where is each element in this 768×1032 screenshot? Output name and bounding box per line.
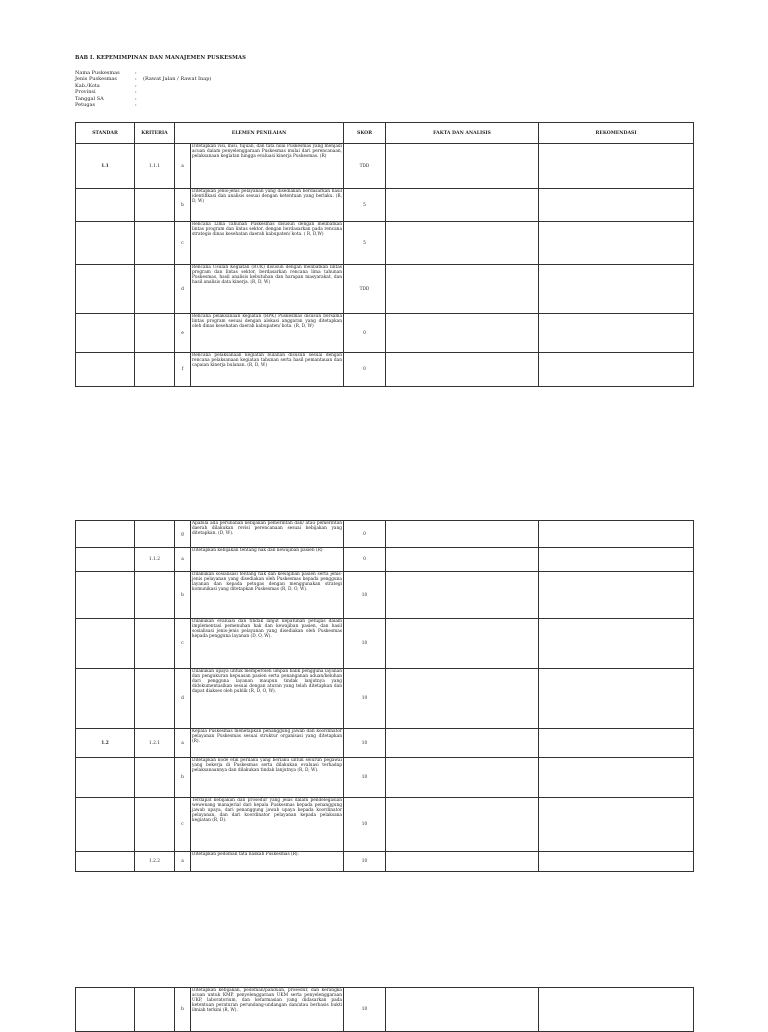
cell-skor: 10 [344, 852, 386, 872]
field-tanggal-sa: Tanggal SA : [75, 95, 137, 102]
cell-kriteria: 1.1.1 [135, 144, 175, 189]
cell-standar [76, 314, 135, 353]
cell-rekomendasi[interactable] [539, 852, 694, 872]
cell-elemen: Dilakukan sosialisasi tentang hak dan kewajiban pasien serta jenis-jenis pelayanan yang disediakan oleh Puskesmas kepada pengguna layanan dan kepada petugas dengan menggunakan strategi komunikasi yang ditetapkan Puskesmas (R, D, O, W). [191, 572, 344, 619]
cell-sub: b [175, 988, 191, 1032]
cell-kriteria: 1.2.1 [135, 729, 175, 758]
cell-standar [76, 619, 135, 669]
cell-standar [76, 265, 135, 314]
table-row [76, 144, 694, 189]
document-title: BAB I. KEPEMIMPINAN DAN MANAJEMEN PUSKESMAS [75, 55, 246, 61]
cell-rekomendasi[interactable] [539, 189, 694, 222]
header-elemen-penilaian: ELEMEN PENILAIAN [175, 123, 344, 144]
assessment-table-page-3 [75, 987, 694, 1032]
header-rekomendasi: REKOMENDASI [539, 123, 694, 144]
cell-fakta[interactable] [386, 729, 539, 758]
cell-elemen: Rencana pelaksanaan kegiatan (RPK) Puskesmas disusun bersama lintas program sesuai dengan alokasi anggaran yang ditetapkan oleh dinas kesehatan daerah kabupaten/ kota. (R, D, W) [191, 314, 344, 353]
cell-elemen: Ditetapkan kebijakan, pedoman/panduan, prosedur, dan kerangka acuan untuk KMP, penyelenggaraan UKM serta penyelenggaraan UKP, laboratorium, dan kefarmasian yang didasarkan pada ketentuan peraturan perundang-undangan dan/atau berbasis bukti ilmiah terkini (R, W). [191, 988, 344, 1032]
table-row [76, 852, 694, 872]
cell-kriteria: 1.2.2 [135, 852, 175, 872]
cell-skor: 10 [344, 619, 386, 669]
cell-skor: TDD [344, 144, 386, 189]
cell-rekomendasi[interactable] [539, 265, 694, 314]
cell-fakta[interactable] [386, 144, 539, 189]
cell-sub: a [175, 729, 191, 758]
cell-kriteria [135, 758, 175, 798]
cell-rekomendasi[interactable] [539, 548, 694, 572]
cell-kriteria: 1.1.2 [135, 548, 175, 572]
cell-fakta[interactable] [386, 572, 539, 619]
cell-elemen: Dilakukan upaya untuk memperoleh umpan balik pengguna layanan dan pengukuran kepuasan pasien serta penanganan aduan/keluhan dari pengguna layanan maupun tindak lanjutnya yang didokumentasikan sesuai dengan aturan yang telah ditetapkan dan dapat diakses oleh publik (R, D, O, W). [191, 669, 344, 729]
cell-sub: a [175, 548, 191, 572]
cell-sub: b [175, 189, 191, 222]
cell-standar [76, 988, 135, 1032]
field-jenis-puskesmas: Jenis Puskesmas : (Rawat Jalan / Rawat Inap) [75, 76, 212, 83]
table-row [76, 988, 694, 1032]
cell-fakta[interactable] [386, 222, 539, 265]
cell-sub: d [175, 669, 191, 729]
cell-elemen: Ditetapkan kode etik perilaku yang berlaku untuk seluruh pegawai yang bekerja di Puskesmas serta dilakukan evaluasi terhadap pelaksanaannya dan dilakukan tindak lanjutnya (R, D, W). [191, 758, 344, 798]
cell-kriteria [135, 353, 175, 387]
table-row [76, 222, 694, 265]
cell-kriteria [135, 619, 175, 669]
cell-standar [76, 521, 135, 548]
cell-rekomendasi[interactable] [539, 572, 694, 619]
cell-skor: 10 [344, 729, 386, 758]
cell-sub: c [175, 798, 191, 852]
cell-kriteria [135, 988, 175, 1032]
cell-rekomendasi[interactable] [539, 798, 694, 852]
cell-skor: 10 [344, 572, 386, 619]
cell-skor: 5 [344, 189, 386, 222]
cell-standar [76, 548, 135, 572]
cell-sub: b [175, 758, 191, 798]
cell-fakta[interactable] [386, 314, 539, 353]
cell-skor: 0 [344, 353, 386, 387]
cell-rekomendasi[interactable] [539, 144, 694, 189]
cell-standar [76, 222, 135, 265]
cell-fakta[interactable] [386, 852, 539, 872]
field-petugas: Petugas : [75, 102, 137, 109]
cell-sub: f [175, 353, 191, 387]
cell-sub: a [175, 852, 191, 872]
cell-elemen: Kepala Puskesmas menetapkan penanggung jawab dan koordinator pelayanan Puskesmas sesuai struktur organisasi yang ditetapkan (R). [191, 729, 344, 758]
cell-skor: 10 [344, 798, 386, 852]
assessment-table-page-2 [75, 520, 694, 872]
cell-elemen: Ditetapkan visi, misi, tujuan, dan tata nilai Puskesmas yang menjadi acuan dalam penyelenggaraan Puskesmas mulai dari perencanaan, pelaksanaan kegiatan hingga evaluasi kinerja Puskesmas. (R) [191, 144, 344, 189]
table-row [76, 353, 694, 387]
table-row [76, 619, 694, 669]
cell-skor: 10 [344, 758, 386, 798]
cell-fakta[interactable] [386, 353, 539, 387]
field-nama-puskesmas: Nama Puskesmas : [75, 70, 137, 76]
cell-elemen: Dilakukan evaluasi dan tindak lanjut kepatuhan petugas dalam implementasi pemenuhan hak dan kewajiban pasien, dan hasil sosialisasi jenis-jenis pelayanan yang disediakan oleh Puskesmas kepada pengguna layanan (D, O, W). [191, 619, 344, 669]
cell-elemen: Apabila ada perubahan kebijakan pemerintah dan/ atau pemerintah daerah dilakukan revisi perencanaan sesuai kebijakan yang ditetapkan. (D, W). [191, 521, 344, 548]
cell-sub: c [175, 222, 191, 265]
cell-skor: 0 [344, 521, 386, 548]
table-row [76, 265, 694, 314]
cell-rekomendasi[interactable] [539, 521, 694, 548]
table-row [76, 521, 694, 548]
cell-standar [76, 353, 135, 387]
cell-kriteria [135, 265, 175, 314]
table-row [76, 758, 694, 798]
cell-standar: 1.2 [76, 729, 135, 758]
cell-skor: 10 [344, 669, 386, 729]
cell-rekomendasi[interactable] [539, 758, 694, 798]
field-provinsi: Provinsi : [75, 89, 137, 96]
cell-fakta[interactable] [386, 758, 539, 798]
table-header-row [76, 123, 694, 144]
cell-skor: 10 [344, 988, 386, 1032]
table-row [76, 669, 694, 729]
cell-rekomendasi[interactable] [539, 353, 694, 387]
cell-fakta[interactable] [386, 619, 539, 669]
cell-sub: a [175, 144, 191, 189]
cell-skor: 0 [344, 314, 386, 353]
header-kriteria: KRITERIA [135, 123, 175, 144]
cell-fakta[interactable] [386, 988, 539, 1032]
cell-rekomendasi[interactable] [539, 988, 694, 1032]
cell-elemen: Terdapat kebijakan dan prosedur yang jelas dalam pendelegasian wewenang manajerial dari kepala Puskesmas kepada penanggung jawab upaya, dari penanggung jawab upaya kepada koordinator pelayanan, dan dari koordinator pelayanan kepada pelaksana kegiatan (R, D). [191, 798, 344, 852]
identity-fields [75, 70, 211, 108]
cell-kriteria [135, 669, 175, 729]
cell-standar [76, 189, 135, 222]
table-row [76, 729, 694, 758]
cell-kriteria [135, 222, 175, 265]
cell-kriteria [135, 314, 175, 353]
cell-elemen: Ditetapkan jenis-jenis pelayanan yang disediakan berdasarkan hasil identifikasi dan analisis sesuai dengan ketentuan yang berlaku. (R, D, W) [191, 189, 344, 222]
header-standar: STANDAR [76, 123, 135, 144]
cell-standar [76, 798, 135, 852]
cell-rekomendasi[interactable] [539, 669, 694, 729]
cell-standar [76, 758, 135, 798]
table-row [76, 572, 694, 619]
cell-rekomendasi[interactable] [539, 619, 694, 669]
header-skor: SKOR [344, 123, 386, 144]
cell-kriteria [135, 798, 175, 852]
cell-kriteria [135, 521, 175, 548]
header-fakta-analisis: FAKTA DAN ANALISIS [386, 123, 539, 144]
cell-fakta[interactable] [386, 189, 539, 222]
cell-sub: e [175, 314, 191, 353]
cell-fakta[interactable] [386, 265, 539, 314]
cell-sub: c [175, 619, 191, 669]
cell-sub: b [175, 572, 191, 619]
cell-elemen: Ditetapkan pedoman tata naskah Puskesmas (R). [191, 852, 344, 872]
cell-standar [76, 852, 135, 872]
cell-kriteria [135, 572, 175, 619]
cell-fakta[interactable] [386, 521, 539, 548]
cell-standar [76, 572, 135, 619]
assessment-table-page-1 [75, 122, 694, 387]
cell-fakta[interactable] [386, 669, 539, 729]
field-kab-kota: Kab./Kota : [75, 82, 137, 89]
cell-standar: 1.1 [76, 144, 135, 189]
table-row [76, 189, 694, 222]
table-row [76, 314, 694, 353]
cell-elemen: Ditetapkan kebijakan tentang hak dan kewajiban pasien (R) [191, 548, 344, 572]
cell-rekomendasi[interactable] [539, 729, 694, 758]
cell-elemen: Rencana Usulan Kegiatan (RUK) disusun dengan melibatkan lintas program dan lintas sektor, berdasarkan rencana lima tahunan Puskesmas, hasil analisis kebutuhan dan harapan masyarakat, dan hasil analisis data kinerja. (R, D, W) [191, 265, 344, 314]
cell-sub: d [175, 265, 191, 314]
table-row [76, 548, 694, 572]
cell-sub: g [175, 521, 191, 548]
cell-kriteria [135, 189, 175, 222]
cell-elemen: Rencana Lima Tahunan Puskesmas disusun dengan melibatkan lintas program dan lintas sektor, dengan berdasarkan pada rencana strategis dinas kesehatan daerah kabupaten/ kota. ( R, D,W) [191, 222, 344, 265]
cell-standar [76, 669, 135, 729]
cell-elemen: Rencana pelaksanaan kegiatan bulanan disusun sesuai dengan rencana pelaksanaan kegiatan tahunan serta hasil pemantauan dan capaian kinerja bulanan. (R, D, W) [191, 353, 344, 387]
cell-skor: TDD [344, 265, 386, 314]
cell-fakta[interactable] [386, 548, 539, 572]
cell-rekomendasi[interactable] [539, 222, 694, 265]
table-row [76, 798, 694, 852]
cell-skor: 5 [344, 222, 386, 265]
cell-skor: 0 [344, 548, 386, 572]
cell-rekomendasi[interactable] [539, 314, 694, 353]
cell-fakta[interactable] [386, 798, 539, 852]
